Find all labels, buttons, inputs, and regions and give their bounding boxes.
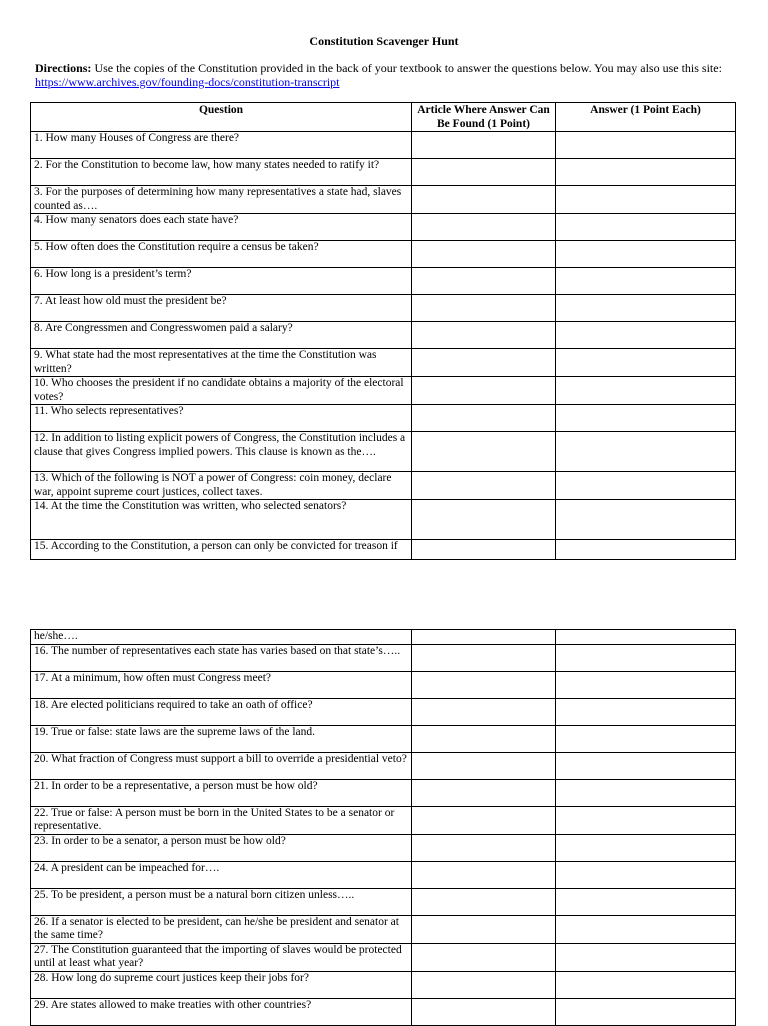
article-cell[interactable] [412, 241, 556, 268]
article-cell[interactable] [412, 806, 556, 834]
answer-cell[interactable] [556, 943, 736, 971]
table-row [31, 377, 736, 405]
question-cell: 18. Are elected politicians required to take an oath of office? [31, 698, 412, 725]
question-cell: 24. A president can be impeached for…. [31, 861, 412, 888]
questions-table-part-1 [30, 102, 736, 560]
answer-cell[interactable] [556, 998, 736, 1025]
table-row [31, 671, 736, 698]
table-row [31, 752, 736, 779]
answer-cell[interactable] [556, 779, 736, 806]
answer-cell[interactable] [556, 671, 736, 698]
article-cell[interactable] [412, 834, 556, 861]
header-article: Article Where Answer Can Be Found (1 Point) [412, 103, 556, 132]
directions-text: Use the copies of the Constitution provided in the back of your textbook to answer the questions below. You may also use this site: [91, 61, 722, 75]
answer-cell[interactable] [556, 861, 736, 888]
table-row [31, 241, 736, 268]
question-cell: 27. The Constitution guaranteed that the importing of slaves would be protected until at least what year? [31, 943, 412, 971]
answer-cell[interactable] [556, 241, 736, 268]
answer-cell[interactable] [556, 500, 736, 540]
question-cell: 7. At least how old must the president be? [31, 295, 412, 322]
question-cell: 6. How long is a president’s term? [31, 268, 412, 295]
article-cell[interactable] [412, 132, 556, 159]
article-cell[interactable] [412, 943, 556, 971]
question-cell: 23. In order to be a senator, a person must be how old? [31, 834, 412, 861]
answer-cell[interactable] [556, 295, 736, 322]
table-row [31, 806, 736, 834]
table-row [31, 405, 736, 432]
question-cell: 22. True or false: A person must be born in the United States to be a senator or representative. [31, 806, 412, 834]
question-cell: 16. The number of representatives each state has varies based on that state’s….. [31, 644, 412, 671]
table-row [31, 159, 736, 186]
article-cell[interactable] [412, 540, 556, 560]
article-cell[interactable] [412, 214, 556, 241]
table-row [31, 971, 736, 998]
table-row [31, 943, 736, 971]
article-cell[interactable] [412, 779, 556, 806]
answer-cell[interactable] [556, 752, 736, 779]
table-row [31, 349, 736, 377]
article-cell[interactable] [412, 671, 556, 698]
question-cell: 8. Are Congressmen and Congresswomen paid a salary? [31, 322, 412, 349]
table-row [31, 432, 736, 472]
question-cell: 15. According to the Constitution, a person can only be convicted for treason if [31, 540, 412, 560]
answer-cell[interactable] [556, 630, 736, 645]
article-cell[interactable] [412, 377, 556, 405]
questions-table-part-2 [30, 629, 736, 1026]
article-cell[interactable] [412, 915, 556, 943]
answer-cell[interactable] [556, 349, 736, 377]
table-row [31, 630, 736, 645]
article-cell[interactable] [412, 888, 556, 915]
article-cell[interactable] [412, 405, 556, 432]
table-row [31, 861, 736, 888]
article-cell[interactable] [412, 698, 556, 725]
article-cell[interactable] [412, 725, 556, 752]
answer-cell[interactable] [556, 322, 736, 349]
answer-cell[interactable] [556, 186, 736, 214]
table-row [31, 644, 736, 671]
question-cell: 12. In addition to listing explicit powers of Congress, the Constitution includes a clause that gives Congress implied powers. This clause is known as the…. [31, 432, 412, 472]
directions [35, 61, 735, 89]
question-cell: 4. How many senators does each state have? [31, 214, 412, 241]
question-cell: 21. In order to be a representative, a person must be how old? [31, 779, 412, 806]
article-cell[interactable] [412, 268, 556, 295]
answer-cell[interactable] [556, 698, 736, 725]
answer-cell[interactable] [556, 915, 736, 943]
answer-cell[interactable] [556, 888, 736, 915]
question-cell: 13. Which of the following is NOT a power of Congress: coin money, declare war, appoint supreme court justices, collect taxes. [31, 472, 412, 500]
table-row [31, 915, 736, 943]
table-row [31, 779, 736, 806]
article-cell[interactable] [412, 630, 556, 645]
article-cell[interactable] [412, 998, 556, 1025]
header-question: Question [31, 103, 412, 132]
table-row [31, 998, 736, 1025]
answer-cell[interactable] [556, 644, 736, 671]
answer-cell[interactable] [556, 834, 736, 861]
article-cell[interactable] [412, 861, 556, 888]
table-row [31, 725, 736, 752]
answer-cell[interactable] [556, 405, 736, 432]
answer-cell[interactable] [556, 432, 736, 472]
question-cell: 14. At the time the Constitution was written, who selected senators? [31, 500, 412, 540]
answer-cell[interactable] [556, 132, 736, 159]
answer-cell[interactable] [556, 806, 736, 834]
table-row [31, 186, 736, 214]
article-cell[interactable] [412, 432, 556, 472]
article-cell[interactable] [412, 295, 556, 322]
answer-cell[interactable] [556, 472, 736, 500]
question-cell: 3. For the purposes of determining how many representatives a state had, slaves counted as…. [31, 186, 412, 214]
answer-cell[interactable] [556, 214, 736, 241]
question-cell: 2. For the Constitution to become law, how many states needed to ratify it? [31, 159, 412, 186]
question-cell: 19. True or false: state laws are the supreme laws of the land. [31, 725, 412, 752]
table-row [31, 500, 736, 540]
article-cell[interactable] [412, 752, 556, 779]
question-cell: 10. Who chooses the president if no candidate obtains a majority of the electoral votes? [31, 377, 412, 405]
table-row [31, 132, 736, 159]
directions-label: Directions: [35, 61, 92, 75]
question-cell: 25. To be president, a person must be a natural born citizen unless….. [31, 888, 412, 915]
question-cell: 29. Are states allowed to make treaties with other countries? [31, 998, 412, 1025]
article-cell[interactable] [412, 186, 556, 214]
table-row [31, 540, 736, 560]
article-cell[interactable] [412, 644, 556, 671]
table-row [31, 295, 736, 322]
archives-link[interactable]: https://www.archives.gov/founding-docs/constitution-transcript [35, 75, 340, 89]
table-row [31, 472, 736, 500]
question-cell: 20. What fraction of Congress must support a bill to override a presidential veto? [31, 752, 412, 779]
table-row [31, 834, 736, 861]
article-cell[interactable] [412, 971, 556, 998]
table-row [31, 268, 736, 295]
header-answer: Answer (1 Point Each) [556, 103, 736, 132]
answer-cell[interactable] [556, 268, 736, 295]
question-cell: 5. How often does the Constitution require a census be taken? [31, 241, 412, 268]
table-row [31, 888, 736, 915]
answer-cell[interactable] [556, 540, 736, 560]
article-cell[interactable] [412, 322, 556, 349]
table-row [31, 214, 736, 241]
question-cell: 9. What state had the most representatives at the time the Constitution was written? [31, 349, 412, 377]
table-row [31, 322, 736, 349]
question-cell: 1. How many Houses of Congress are there? [31, 132, 412, 159]
question-cell: 17. At a minimum, how often must Congress meet? [31, 671, 412, 698]
page-title: Constitution Scavenger Hunt [309, 34, 459, 48]
answer-cell[interactable] [556, 159, 736, 186]
answer-cell[interactable] [556, 377, 736, 405]
question-cell: he/she…. [31, 630, 412, 645]
answer-cell[interactable] [556, 725, 736, 752]
article-cell[interactable] [412, 349, 556, 377]
answer-cell[interactable] [556, 971, 736, 998]
article-cell[interactable] [412, 159, 556, 186]
article-cell[interactable] [412, 472, 556, 500]
table-row [31, 698, 736, 725]
table-header-row [31, 103, 736, 132]
question-cell: 11. Who selects representatives? [31, 405, 412, 432]
article-cell[interactable] [412, 500, 556, 540]
question-cell: 28. How long do supreme court justices keep their jobs for? [31, 971, 412, 998]
question-cell: 26. If a senator is elected to be president, can he/she be president and senator at the same time? [31, 915, 412, 943]
